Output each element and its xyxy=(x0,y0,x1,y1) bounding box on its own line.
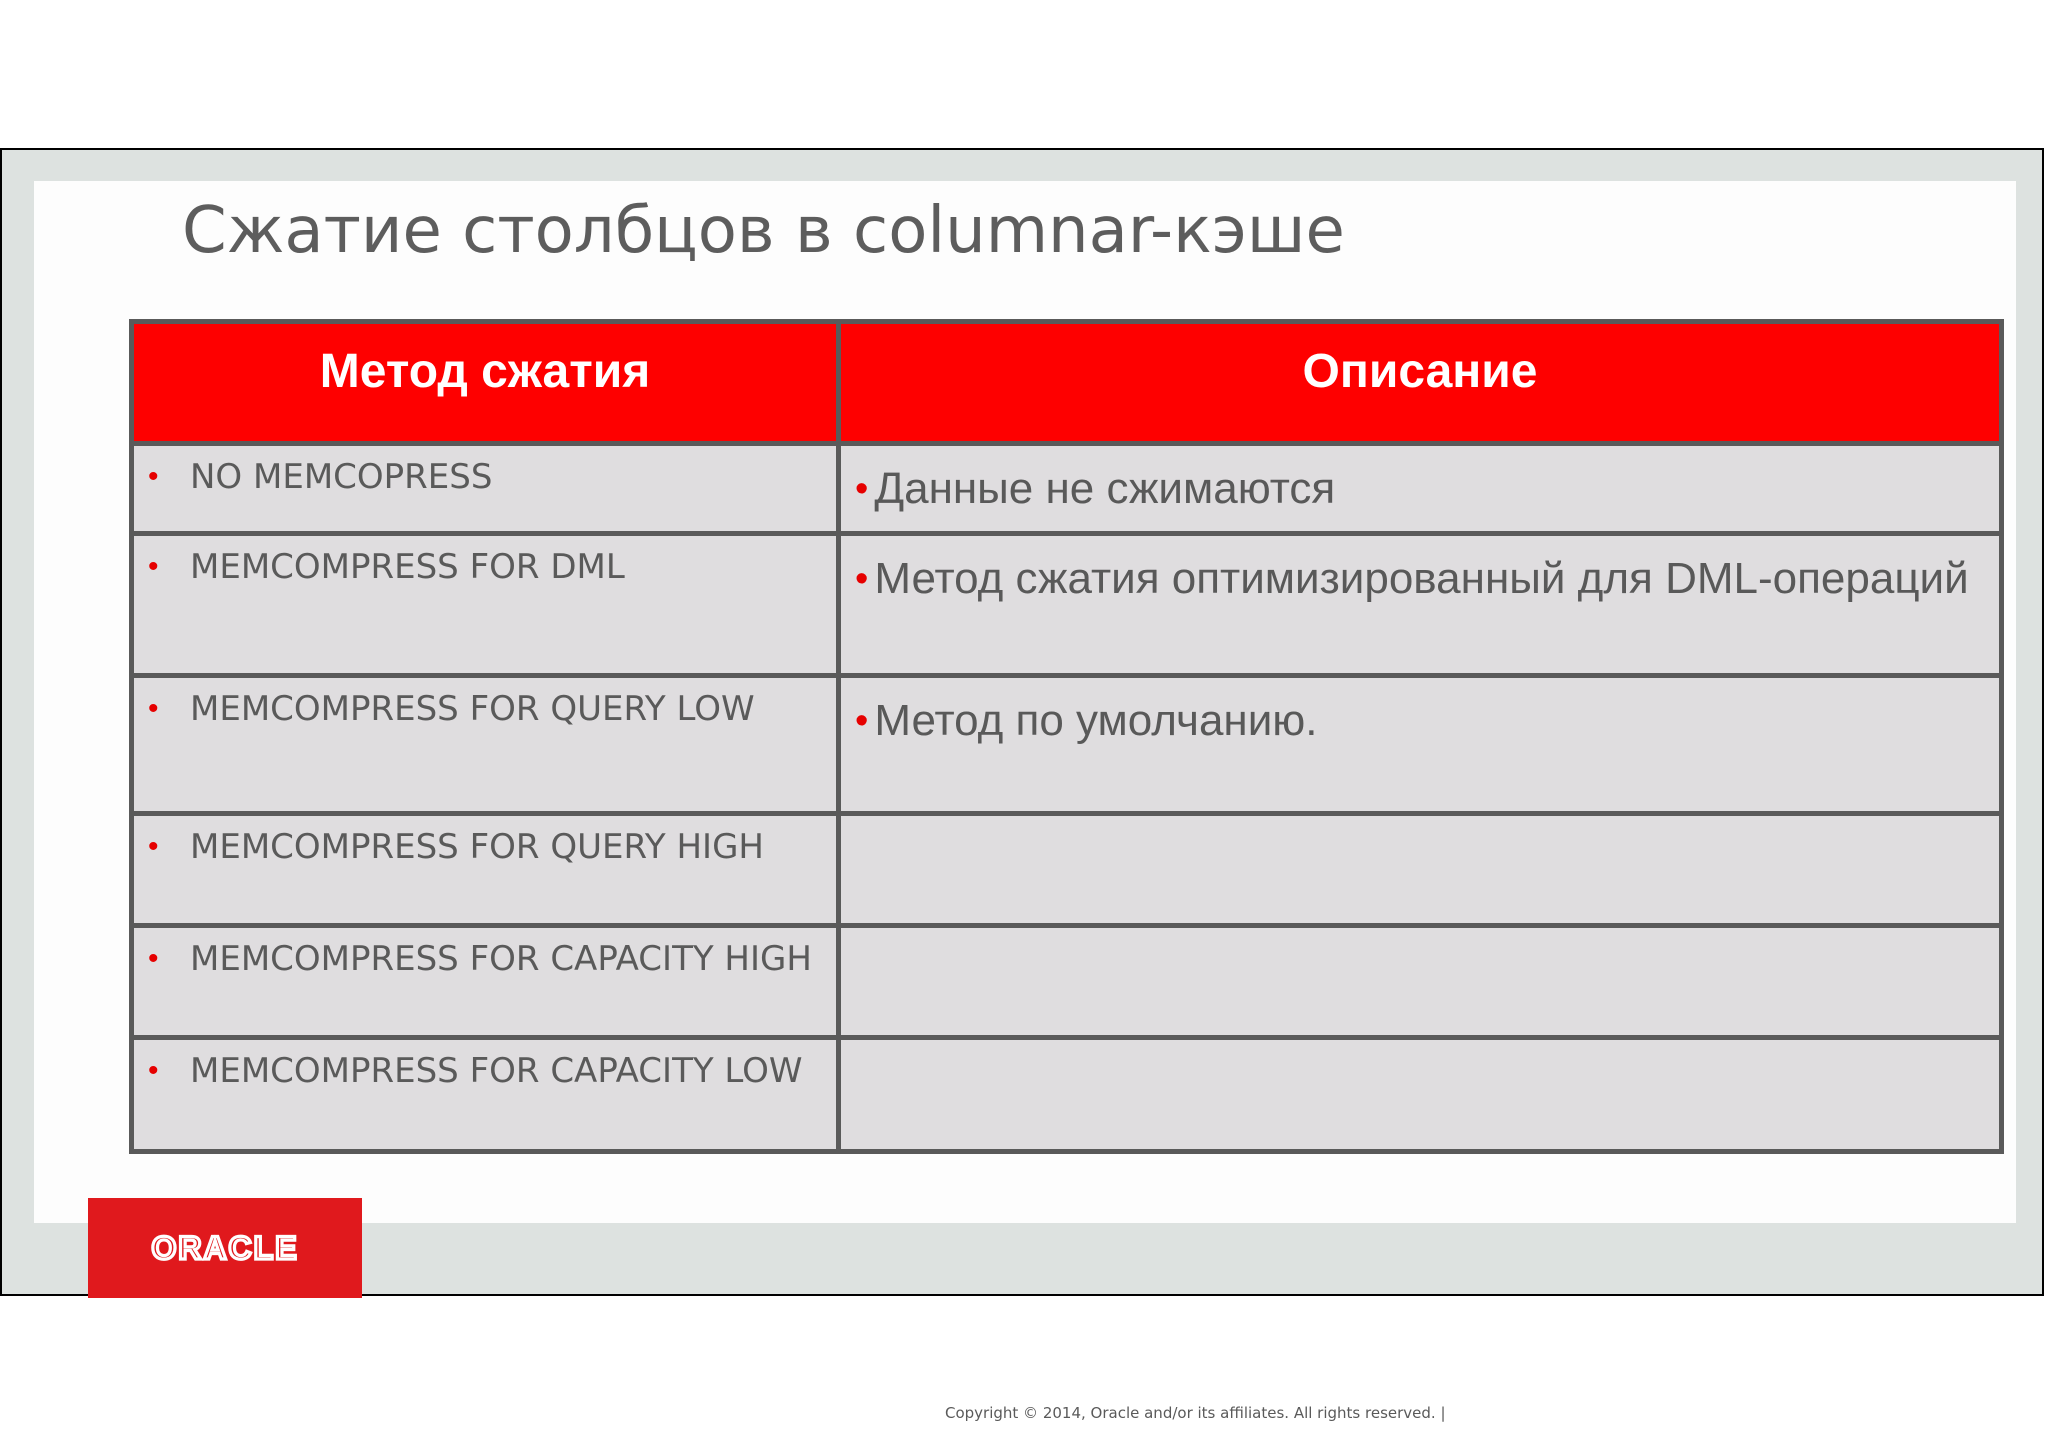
bullet-icon: • xyxy=(148,692,159,725)
description-text: Данные не сжимаются xyxy=(874,464,1336,513)
description-text: Метод сжатия оптимизированный для DML-операций xyxy=(874,554,1969,603)
table-row xyxy=(132,1038,2002,1152)
method-cell xyxy=(132,926,839,1038)
bullet-icon: • xyxy=(148,830,159,863)
compression-methods-table xyxy=(129,319,2004,1154)
bullet-icon: • xyxy=(855,700,869,742)
slide-content xyxy=(34,181,2016,1223)
header-method: Метод сжатия xyxy=(132,322,839,444)
method-text: MEMCOMPRESS FOR CAPACITY LOW xyxy=(190,1051,803,1091)
method-cell xyxy=(132,814,839,926)
bullet-icon: • xyxy=(855,468,869,510)
description-cell xyxy=(839,676,2002,814)
oracle-logo xyxy=(88,1198,362,1298)
table-row xyxy=(132,444,2002,534)
table-row xyxy=(132,676,2002,814)
method-text: MEMCOMPRESS FOR DML xyxy=(190,547,625,587)
bullet-icon: • xyxy=(148,550,159,583)
description-cell xyxy=(839,926,2002,1038)
method-cell xyxy=(132,444,839,534)
bullet-icon: • xyxy=(148,460,159,493)
method-cell xyxy=(132,534,839,676)
bullet-icon: • xyxy=(855,558,869,600)
slide-title: Сжатие столбцов в columnar-кэше xyxy=(182,194,1345,268)
oracle-logo-text: ORACLE xyxy=(151,1230,299,1266)
bullet-icon: • xyxy=(148,1054,159,1087)
header-description: Описание xyxy=(839,322,2002,444)
method-cell xyxy=(132,676,839,814)
slide-frame xyxy=(0,148,2044,1422)
table-row xyxy=(132,534,2002,676)
method-text: MEMCOMPRESS FOR QUERY LOW xyxy=(190,689,755,729)
table-row xyxy=(132,926,2002,1038)
description-cell xyxy=(839,814,2002,926)
bullet-icon: • xyxy=(148,942,159,975)
table-header-row xyxy=(132,322,2002,444)
description-cell xyxy=(839,534,2002,676)
oracle-logo-icon xyxy=(125,1228,325,1268)
copyright-notice: Copyright © 2014, Oracle and/or its affiliates. All rights reserved. | xyxy=(945,1404,1446,1422)
table-row xyxy=(132,814,2002,926)
method-text: NO MEMCOPRESS xyxy=(190,457,493,497)
method-text: MEMCOMPRESS FOR QUERY HIGH xyxy=(190,827,764,867)
description-text: Метод по умолчанию. xyxy=(874,696,1318,745)
method-text: MEMCOMPRESS FOR CAPACITY HIGH xyxy=(190,939,812,979)
description-cell xyxy=(839,1038,2002,1152)
description-cell xyxy=(839,444,2002,534)
method-cell xyxy=(132,1038,839,1152)
